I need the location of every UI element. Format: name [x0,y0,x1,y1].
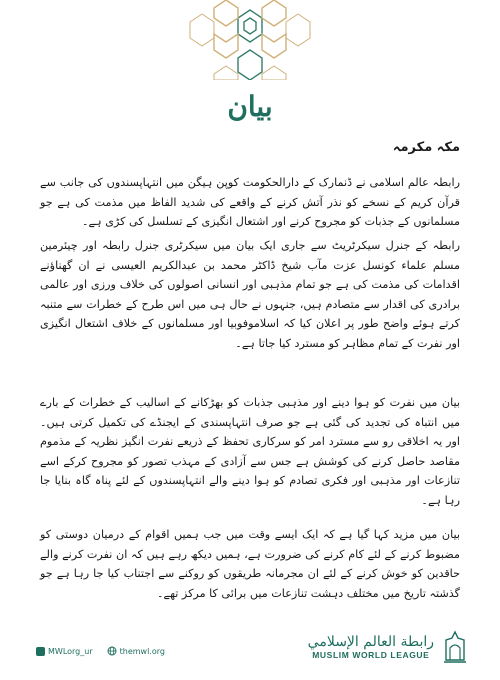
website-link[interactable] [107,646,165,656]
mwl-logo [308,630,470,664]
statement-title: بیان [227,90,273,123]
decorative-pattern [0,0,500,80]
social-handle: MWLorg_ur [48,646,93,656]
statement-paragraph-1: رابطہ عالم اسلامی نے ڈنمارک کے دارالحکومت کوپن ہیگن میں انتہاپسندوں کی جانب سے قرآن کریم کے نسخے کو نذر آتش کرنے کے واقعے کی شدید الفاظ میں مذمت کی ہے جو مسلمانوں کے جذبات کو مجروح کرنے اور اشتعال انگیزی کے تسلسل کی کڑی ہے۔ [40,176,460,229]
footer [0,608,500,680]
website-url: themwl.org [119,646,165,656]
logo-arabic-name: رابطة العالم الإسلامي [307,634,434,650]
logo-english-name: MUSLIM WORLD LEAGUE [312,650,430,660]
globe-icon [107,646,117,656]
dateline-place: مکہ مکرمہ [392,140,460,155]
social-handle-link[interactable] [36,647,93,656]
social-media-icon [36,647,45,656]
statement-paragraph-4: بیان میں مزید کہا گیا ہے کہ ایک ایسے وقت میں جب ہمیں اقوام کے درمیان دوستی کو مضبوط کرنے کے لئے کام کرنے کی ضرورت ہے، ہمیں دیکھ رہے ہیں کہ ان نفرت کرنے والے حاقدین کو خوش کرنے کے لئے ان مجرمانہ طریقوں کو روکنے سے اجتناب کیا جا رہا ہے جو گذشتہ تاریخ میں مختلف دہشت تنازعات میں برائی کا مرکز تھے۔ [40,528,460,600]
statement-paragraph-2: رابطہ کے جنرل سیکرٹریٹ سے جاری ایک بیان میں سیکرٹری جنرل رابطہ اور چیئرمین مسلم علماء کونسل عزت مآب شیخ ڈاکٹر محمد بن عبدالکریم العیسی نے ان گھناؤنے اقدامات کی مذمت کی ہے جو تمام مذہبی اور انسانی اصولوں کی خلاف ورزی اور عالمی برادری کی اقدار سے متصادم ہیں، جنہوں نے حال ہی میں اس طرح کے خطرات سے متنبہ کرتے ہوئے واضح طور پر اعلان کیا کہ اسلاموفوبیا اور مسلمانوں کے خلاف اشتعال انگیزی اور نفرت کے تمام مظاہر کو مسترد کیا جاتا ہے۔ [40,239,460,350]
mosque-emblem-icon [440,630,470,664]
statement-paragraph-3: بیان میں نفرت کو ہوا دینے اور مذہبی جذبات کو بھڑکانے کے اسالیب کے خطرات کے بارے میں انتباہ کی تجدید کی گئی ہے جو صرف انتہاپسندی کے ایجنڈے کی تکمیل کرتی ہیں۔ اور یہ اخلاقی رو سے مسترد امر کو سرکاری تحفظ کے ذریعے نفرت انگیز نظریہ کے مذموم مقاصد حاصل کرنے کی کوشش ہے جس سے آزادی کے مہذب تصور کو مجروح کرکے اسے تنازعات اور مذہبی اور فکری تصادم کو ہوا دینے والے انتہاپسندوں کے لئے پناہ گاہ بنایا جا رہا ہے۔ [40,396,460,507]
social-links [36,646,165,656]
